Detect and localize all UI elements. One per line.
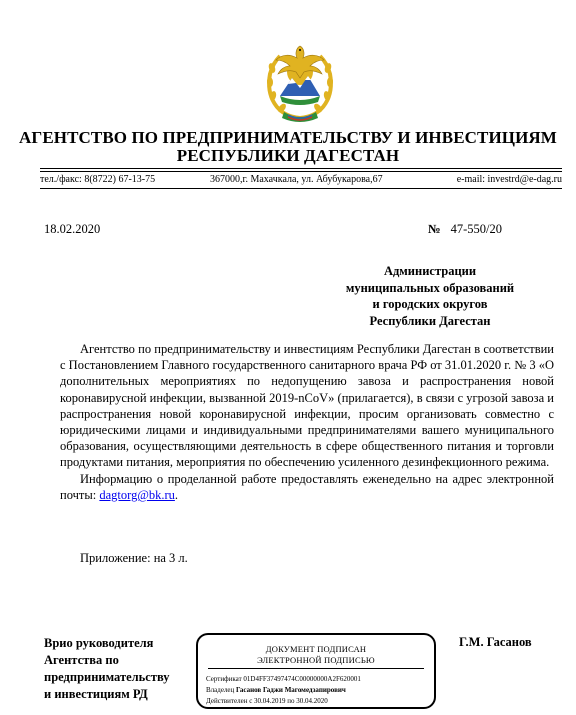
stamp-heading-1: ДОКУМЕНТ ПОДПИСАН: [265, 644, 367, 654]
stamp-validity: [206, 697, 328, 705]
letter-number: [428, 222, 502, 237]
addressee-block: [300, 263, 560, 329]
dagestan-emblem-icon: [262, 38, 338, 124]
stamp-owner-value: Гасанов Гаджи Магомедзапирович: [236, 686, 346, 694]
addressee-line: Администрации: [383, 264, 477, 278]
agency-name-line1: АГЕНТСТВО ПО ПРЕДПРИНИМАТЕЛЬСТВУ И ИНВЕСТИЦИЯМ: [19, 128, 557, 147]
addressee-line: Республики Дагестан: [369, 313, 491, 328]
paragraph2-suffix: .: [174, 487, 179, 502]
addressee-line: муниципальных образований: [345, 280, 515, 295]
contact-email: e-mail: investrd@e-dag.ru: [456, 174, 562, 185]
header-rule-top-inner: [40, 171, 562, 172]
addressee-line: и городских округов: [372, 297, 488, 311]
agency-name-line2: РЕСПУБЛИКИ ДАГЕСТАН: [176, 146, 400, 165]
body-paragraph-1: Агентство по предпринимательству и инвестициям Республики Дагестан в соответствии с Постановлением Главного государственного санитарного врача РФ от 31.01.2020 г. № 3 «О дополнительных мероприятиях по недопущению завоза и распространения новой коронавирусной инфекции, вызванной 2019-nCoV» (прилагается), в связи с угрозой завоза и распространения новой коронавирусной инфекции, просим организовать совместно с юридическими лицами и индивидуальными предпринимателями вашего муниципального образования, осуществляющими деятельность в сфере общественного питания и торговли продуктами питания, мероприятия по обеспечению усиленного дезинфекционного режима.: [60, 342, 554, 470]
letter-body: [60, 341, 554, 503]
stamp-cert-label: Сертификат: [206, 675, 242, 683]
header-rule-bottom: [40, 188, 562, 189]
body-paragraph-2: [60, 471, 554, 503]
stamp-owner: [206, 686, 346, 694]
stamp-owner-label: Владелец: [206, 686, 235, 694]
contact-address: 367000,г. Махачкала, ул. Абубукарова,67: [210, 174, 383, 185]
header-rule-top: [40, 168, 562, 169]
signer-title-line: предпринимательству: [44, 670, 170, 684]
appendix-note: Приложение: на 3 л.: [80, 551, 188, 565]
contact-line: [40, 174, 562, 187]
electronic-signature-stamp: [196, 633, 436, 709]
number-sign: №: [428, 222, 441, 236]
signer-title: [44, 635, 204, 703]
email-link[interactable]: dagtorg@bk.ru: [99, 487, 175, 502]
signer-name: Г.М. Гасанов: [459, 635, 532, 649]
stamp-heading-2: ЭЛЕКТРОННОЙ ПОДПИСЬЮ: [257, 655, 375, 665]
contact-phone: тел./факс: 8(8722) 67-13-75: [40, 174, 156, 185]
paragraph2-text: Информацию о проделанной работе предоставлять еженедельно на адрес электронной почты:: [60, 471, 554, 502]
signer-title-line: Врио руководителя: [44, 636, 154, 650]
stamp-certificate: [206, 675, 361, 683]
stamp-valid-label: Действителен: [206, 697, 248, 705]
signer-title-line: Агентства по: [44, 653, 119, 667]
stamp-valid-value: с 30.04.2019 по 30.04.2020: [249, 697, 328, 705]
signer-title-line: и инвестициям РД: [44, 687, 148, 701]
stamp-divider: [208, 668, 424, 669]
letter-date: 18.02.2020: [44, 222, 101, 236]
stamp-cert-value: 01D4FF37497474C00000000A2F620001: [243, 675, 361, 683]
letter-number-value: 47-550/20: [450, 222, 502, 236]
